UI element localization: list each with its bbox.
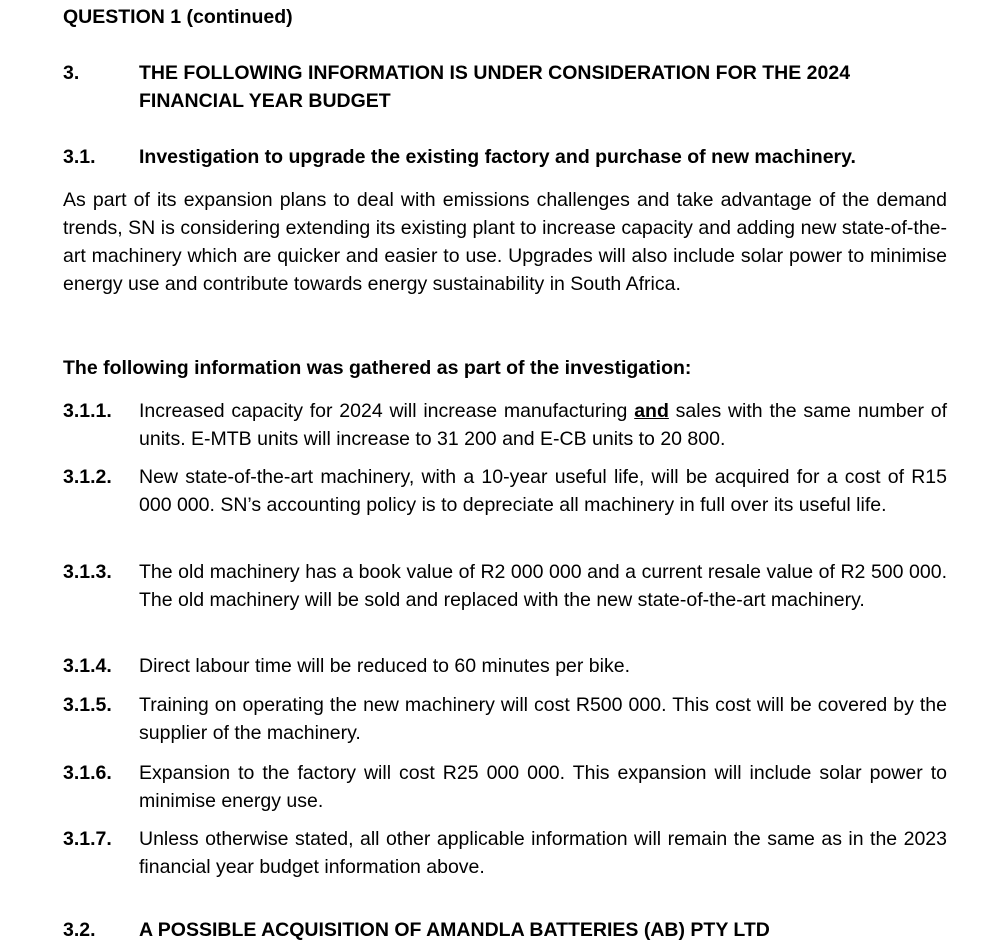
item-3-1-4-text: Direct labour time will be reduced to 60 minutes per bike. [139, 655, 630, 677]
item-3-1-1-text [139, 397, 947, 453]
section-3-title: THE FOLLOWING INFORMATION IS UNDER CONSIDERATION FOR THE 2024 FINANCIAL YEAR BUDGET [139, 62, 851, 112]
section-3-2-number: 3.2. [63, 919, 96, 941]
item-3-1-3-text: The old machinery has a book value of R2 000 000 and a current resale value of R2 500 000. The old machinery will be sold and replaced with the new state-of-the-art machinery. [139, 561, 947, 611]
page-header: QUESTION 1 (continued) [63, 6, 293, 28]
section-3-1-title: Investigation to upgrade the existing factory and purchase of new machinery. [139, 146, 856, 168]
section-3-1-intro: As part of its expansion plans to deal with emissions challenges and take advantage of the demand trends, SN is considering extending its existing plant to increase capacity and adding new state-of-the-art machinery which are quicker and easier to use. Upgrades will also include solar power to minimise energy use and contribute towards energy sustainability in South Africa. [63, 189, 947, 295]
item-text-part: sales with the same number of units. E-MTB units will increase to 31 200 and E-CB units to 20 800. [139, 400, 947, 450]
section-3-number: 3. [63, 62, 80, 84]
item-3-1-1-number: 3.1.1. [63, 400, 112, 422]
section-3-1-lead: The following information was gathered as part of the investigation: [63, 357, 692, 379]
item-emphasis: and [634, 400, 669, 422]
item-3-1-7-number: 3.1.7. [63, 828, 112, 850]
item-3-1-6-text: Expansion to the factory will cost R25 000 000. This expansion will include solar power to minimise energy use. [139, 762, 947, 812]
item-3-1-6-number: 3.1.6. [63, 762, 112, 784]
item-3-1-5-number: 3.1.5. [63, 694, 112, 716]
item-3-1-7-text: Unless otherwise stated, all other applicable information will remain the same as in the 2023 financial year budget information above. [139, 828, 947, 878]
item-3-1-3-number: 3.1.3. [63, 561, 112, 583]
item-3-1-5-text: Training on operating the new machinery will cost R500 000. This cost will be covered by the supplier of the machinery. [139, 694, 947, 744]
section-3-2-title: A POSSIBLE ACQUISITION OF AMANDLA BATTERIES (AB) PTY LTD [139, 919, 770, 941]
item-3-1-4-number: 3.1.4. [63, 655, 112, 677]
item-3-1-2-text: New state-of-the-art machinery, with a 10-year useful life, will be acquired for a cost of R15 000 000. SN’s accounting policy is to depreciate all machinery in full over its useful life. [139, 466, 947, 516]
item-text-part: Increased capacity for 2024 will increase manufacturing [139, 400, 635, 422]
item-3-1-2-number: 3.1.2. [63, 466, 112, 488]
section-3-1-number: 3.1. [63, 146, 96, 168]
